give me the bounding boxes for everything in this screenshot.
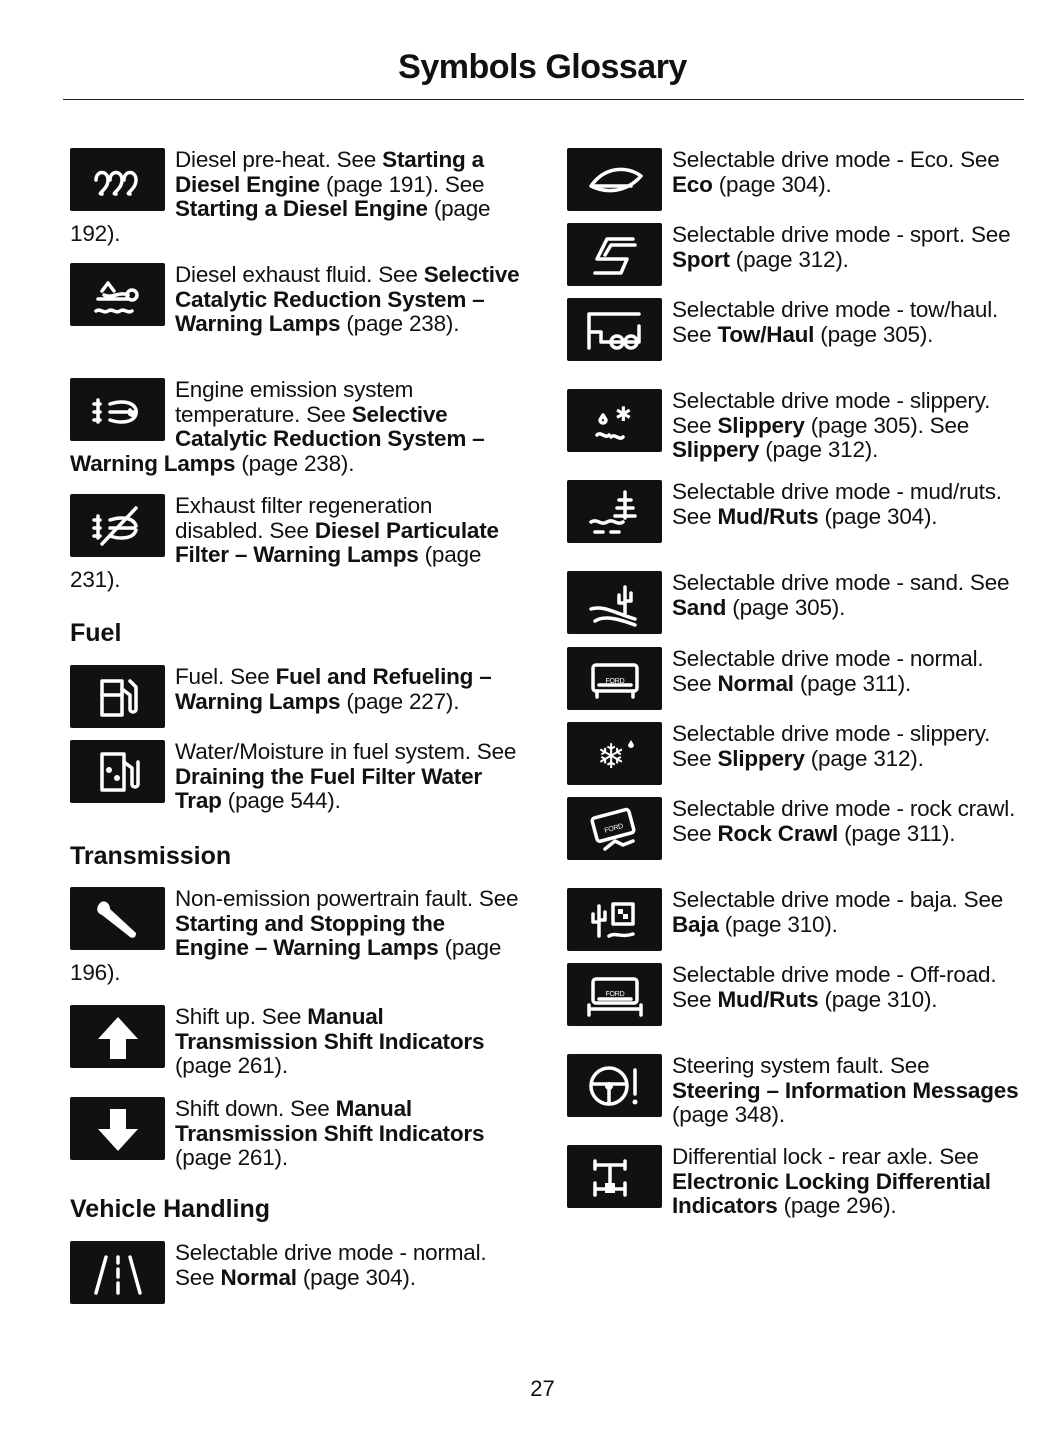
glossary-entry xyxy=(70,378,522,476)
section-heading-transmission: Transmission xyxy=(70,842,232,870)
sport-icon xyxy=(567,223,662,286)
entry-text: (page 304). xyxy=(296,1264,416,1290)
glossary-entry xyxy=(567,1145,1019,1219)
section-heading-fuel: Fuel xyxy=(70,619,122,647)
svg-text:✱: ✱ xyxy=(614,403,632,426)
cross-reference-link[interactable]: Normal xyxy=(220,1264,297,1290)
glossary-entry xyxy=(567,722,1019,787)
entry-text: Shift down. See xyxy=(175,1096,336,1121)
glossary-entry xyxy=(567,797,1019,862)
slippery-icon xyxy=(567,389,662,452)
steering-fault-icon xyxy=(567,1054,662,1117)
mud-ruts-icon xyxy=(567,480,662,543)
entry-text: Steering system fault. See xyxy=(672,1053,930,1078)
entry-text: Non-emission powertrain fault. See xyxy=(175,886,519,911)
cross-reference-link[interactable]: Starting a Diesel Engine xyxy=(175,147,484,197)
entry-text: Selectable drive mode - slippery. See xyxy=(672,721,991,771)
cross-reference-link[interactable]: Starting and Stopping the Engine – Warning Lamps xyxy=(175,910,445,960)
entry-text: (page 311). xyxy=(793,670,912,696)
cross-reference-link[interactable]: Sport xyxy=(672,246,730,272)
entry-text: Engine emission system temperature. See xyxy=(175,377,414,427)
glossary-entry xyxy=(70,1005,522,1079)
glossary-entry xyxy=(70,1241,522,1306)
cross-reference-link[interactable]: Slippery xyxy=(717,412,805,438)
glossary-entry xyxy=(70,665,522,730)
entry-text: Exhaust filter regeneration disabled. See xyxy=(175,493,433,543)
exhaust-filter-disabled-icon xyxy=(70,494,165,557)
cross-reference-link[interactable]: Electronic Locking Differential Indicators xyxy=(672,1168,991,1218)
svg-text:FORD: FORD xyxy=(604,990,625,998)
glossary-entry xyxy=(567,223,1019,288)
entry-text: Selectable drive mode - Off-road. See xyxy=(672,962,997,1012)
title-divider xyxy=(63,99,1024,100)
rear-diff-lock-icon xyxy=(567,1145,662,1208)
entry-text: (page 238). xyxy=(340,311,460,336)
entry-text: (page 261). xyxy=(175,1053,288,1078)
glossary-entry xyxy=(567,888,1019,953)
entry-text: (page 305). xyxy=(814,321,934,347)
page-number: 27 xyxy=(530,1376,555,1401)
entry-text: Water/Moisture in fuel system. See xyxy=(175,739,517,764)
cross-reference-link[interactable]: Draining the Fuel Filter Water Trap xyxy=(175,763,482,813)
road-normal-icon xyxy=(70,1241,165,1304)
entry-text: (page 312). xyxy=(759,437,879,462)
glossary-entry xyxy=(567,1054,1019,1128)
entry-text: (page 227). xyxy=(340,688,460,714)
entry-text: Selectable drive mode - normal. See xyxy=(672,646,984,696)
cross-reference-link[interactable]: Diesel Particulate Filter – Warning Lamps xyxy=(175,517,499,567)
cross-reference-link[interactable]: Mud/Ruts xyxy=(717,986,819,1012)
entry-text: Selectable drive mode - tow/haul. See xyxy=(672,297,999,347)
shift-up-icon xyxy=(70,1005,165,1068)
glossary-entry xyxy=(70,1097,522,1171)
entry-text: Diesel pre-heat. See xyxy=(175,147,383,172)
section-heading-vehicle-handling: Vehicle Handling xyxy=(70,1195,271,1223)
entry-text: (page 312). xyxy=(804,745,924,771)
entry-text: Selectable drive mode - sport. See xyxy=(672,222,1011,247)
cross-reference-link[interactable]: Manual Transmission Shift Indicators xyxy=(175,1096,485,1146)
entry-text: Shift up. See xyxy=(175,1004,308,1029)
rock-crawl-icon xyxy=(567,797,662,860)
entry-text: (page 305). See xyxy=(804,412,970,438)
cross-reference-link[interactable]: Starting a Diesel Engine xyxy=(175,196,428,221)
entry-text: (page 191). See xyxy=(319,171,485,197)
tow-haul-icon xyxy=(567,298,662,361)
entry-text: Diesel exhaust fluid. See xyxy=(175,262,424,287)
cross-reference-link[interactable]: Normal xyxy=(717,670,794,696)
diesel-exhaust-fluid-icon xyxy=(70,263,165,326)
exhaust-temperature-icon xyxy=(70,378,165,441)
svg-text:FORD: FORD xyxy=(603,822,624,835)
entry-text: Selectable drive mode - baja. See xyxy=(672,887,1004,912)
cross-reference-link[interactable]: Slippery xyxy=(717,745,805,771)
entry-text: (page 296). xyxy=(777,1193,897,1218)
glossary-entry xyxy=(70,494,522,592)
glossary-entry xyxy=(567,647,1019,712)
entry-text: Selectable drive mode - rock crawl. See xyxy=(672,796,1016,846)
glow-plug-icon xyxy=(70,148,165,211)
glossary-entry xyxy=(567,480,1019,545)
cross-reference-link[interactable]: Rock Crawl xyxy=(717,820,839,846)
glossary-entry xyxy=(567,963,1019,1028)
entry-text: Selectable drive mode - sand. See xyxy=(672,570,1010,595)
glossary-entry xyxy=(567,571,1019,636)
entry-text: (page 196). xyxy=(70,935,502,985)
glossary-entry xyxy=(70,887,522,985)
entry-text: Fuel. See xyxy=(175,664,276,689)
cross-reference-link[interactable]: Eco xyxy=(672,171,713,197)
cross-reference-link[interactable]: Mud/Ruts xyxy=(717,503,819,529)
cross-reference-link[interactable]: Selective Catalytic Reduction System – Warning Lamps xyxy=(70,401,485,476)
entry-text: (page 544). xyxy=(221,788,341,813)
water-in-fuel-icon xyxy=(70,740,165,803)
entry-text: (page 312). xyxy=(729,246,849,272)
entry-text: Selectable drive mode - slippery. See xyxy=(672,388,991,438)
entry-text: (page 304). xyxy=(712,171,832,197)
cross-reference-link[interactable]: Baja xyxy=(672,911,719,937)
entry-text: (page 304). xyxy=(818,503,938,529)
glossary-entry xyxy=(567,148,1019,213)
wrench-icon xyxy=(70,887,165,950)
cross-reference-link[interactable]: Steering – Information Messages xyxy=(672,1077,1019,1103)
fuel-pump-icon xyxy=(70,665,165,728)
cross-reference-link[interactable]: Slippery xyxy=(672,437,760,462)
page-title: Symbols Glossary xyxy=(398,48,687,86)
entry-text: (page 310). xyxy=(718,911,838,937)
cross-reference-link[interactable]: Tow/Haul xyxy=(717,321,815,347)
svg-text:FORD: FORD xyxy=(604,677,625,685)
entry-text: Selectable drive mode - Eco. See xyxy=(672,147,1000,172)
baja-icon xyxy=(567,888,662,951)
entry-text: Selectable drive mode - normal. See xyxy=(175,1240,487,1290)
entry-text: (page 261). xyxy=(175,1145,288,1170)
snowflake-icon xyxy=(567,722,662,785)
shift-down-icon xyxy=(70,1097,165,1160)
entry-text: Differential lock - rear axle. See xyxy=(672,1144,979,1169)
cross-reference-link[interactable]: Selective Catalytic Reduction System – Warning Lamps xyxy=(175,262,520,336)
glossary-entry xyxy=(567,389,1019,463)
cross-reference-link[interactable]: Fuel and Refueling – Warning Lamps xyxy=(175,664,492,714)
sand-icon xyxy=(567,571,662,634)
glossary-entry xyxy=(70,148,522,246)
entry-text: (page 238). xyxy=(235,450,355,476)
eco-leaf-icon xyxy=(567,148,662,211)
glossary-entry xyxy=(70,263,522,337)
entry-text: (page 231). xyxy=(70,542,482,592)
entry-text: (page 192). xyxy=(70,196,491,246)
cross-reference-link[interactable]: Sand xyxy=(672,594,727,620)
entry-text: (page 305). xyxy=(726,594,846,620)
cross-reference-link[interactable]: Manual Transmission Shift Indicators xyxy=(175,1004,485,1054)
glossary-entry xyxy=(567,298,1019,363)
off-road-icon xyxy=(567,963,662,1026)
svg-text:❄: ❄ xyxy=(596,737,625,776)
entry-text: (page 310). xyxy=(818,986,938,1012)
entry-text: (page 311). xyxy=(838,820,956,846)
glossary-entry xyxy=(70,740,522,814)
entry-text: (page 348). xyxy=(672,1102,785,1127)
truck-normal-icon xyxy=(567,647,662,710)
entry-text: Selectable drive mode - mud/ruts. See xyxy=(672,479,1002,529)
